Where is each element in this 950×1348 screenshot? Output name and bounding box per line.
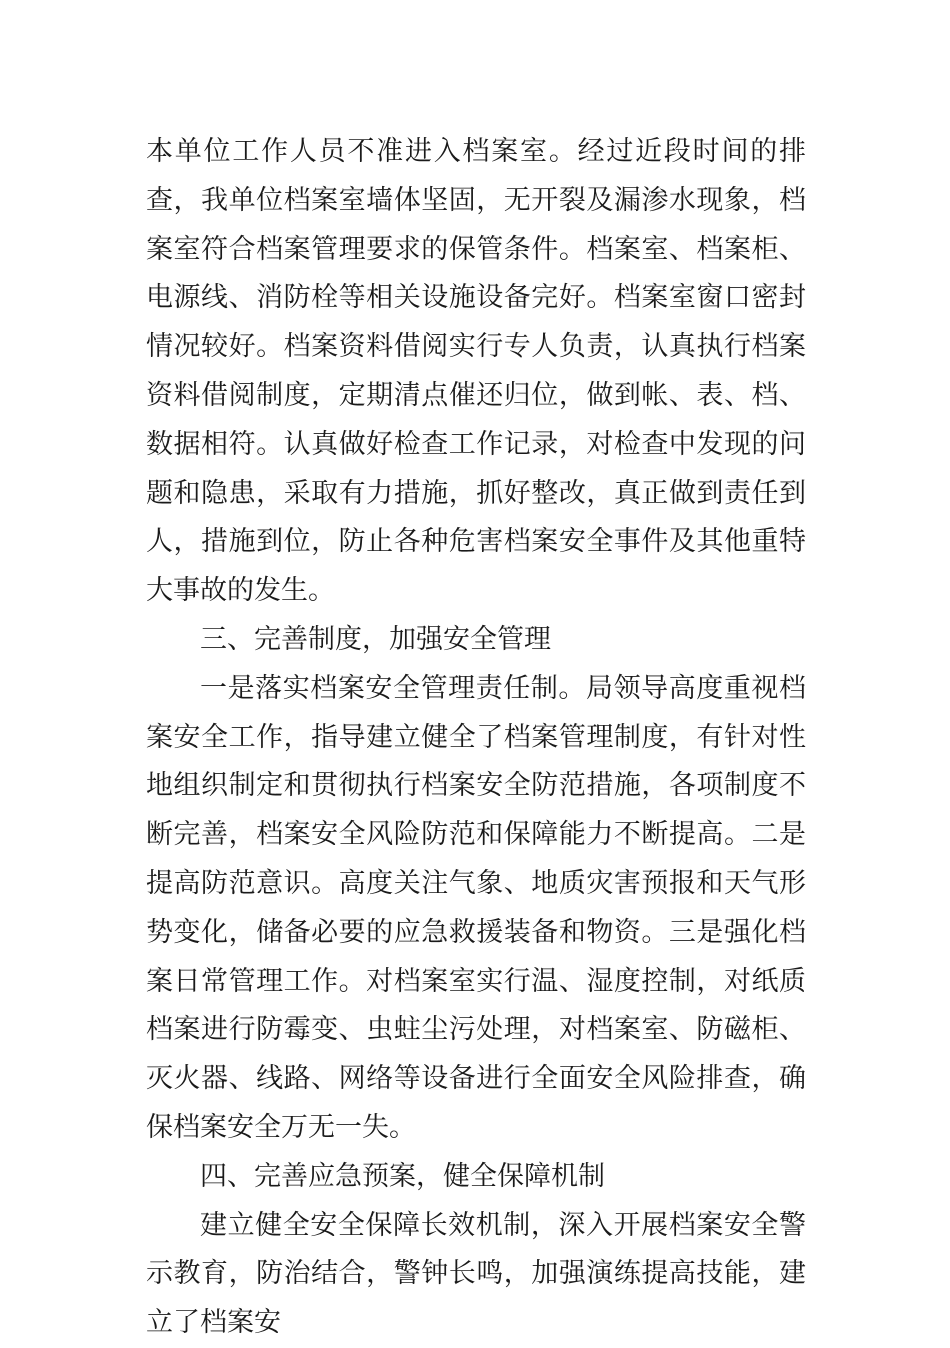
- paragraph-continuation: 本单位工作人员不准进入档案室。经过近段时间的排查，我单位档案室墙体坚固，无开裂及漏渗水现象，档案室符合档案管理要求的保管条件。档案室、档案柜、电源线、消防栓等相关设施设备完好。档案室窗口密封情况较好。档案资料借阅实行专人负责，认真执行档案资料借阅制度，定期清点催还归位，做到帐、表、档、数据相符。认真做好检查工作记录，对检查中发现的问题和隐患，采取有力措施，抓好整改，真正做到责任到人，措施到位，防止各种危害档案安全事件及其他重特大事故的发生。: [146, 136, 806, 607]
- paragraph-section-4: 建立健全安全保障长效机制，深入开展档案安全警示教育，防治结合，警钟长鸣，加强演练提高技能，建立了档案安: [146, 1209, 806, 1339]
- section-heading-4: 四、完善应急预案，健全保障机制: [200, 1160, 605, 1192]
- paragraph-section-3: 一是落实档案安全管理责任制。局领导高度重视档案安全工作，指导建立健全了档案管理制度，有针对性地组织制定和贯彻执行档案安全防范措施，各项制度不断完善，档案安全风险防范和保障能力不断提高。二是提高防范意识。高度关注气象、地质灾害预报和天气形势变化，储备必要的应急救援装备和物资。三是强化档案日常管理工作。对档案室实行温、湿度控制，对纸质档案进行防霉变、虫蛀尘污处理，对档案室、防磁柜、灭火器、线路、网络等设备进行全面安全风险排查，确保档案安全万无一失。: [146, 672, 806, 1143]
- document-body: [146, 128, 806, 1348]
- section-heading-3: 三、完善制度，加强安全管理: [200, 623, 551, 655]
